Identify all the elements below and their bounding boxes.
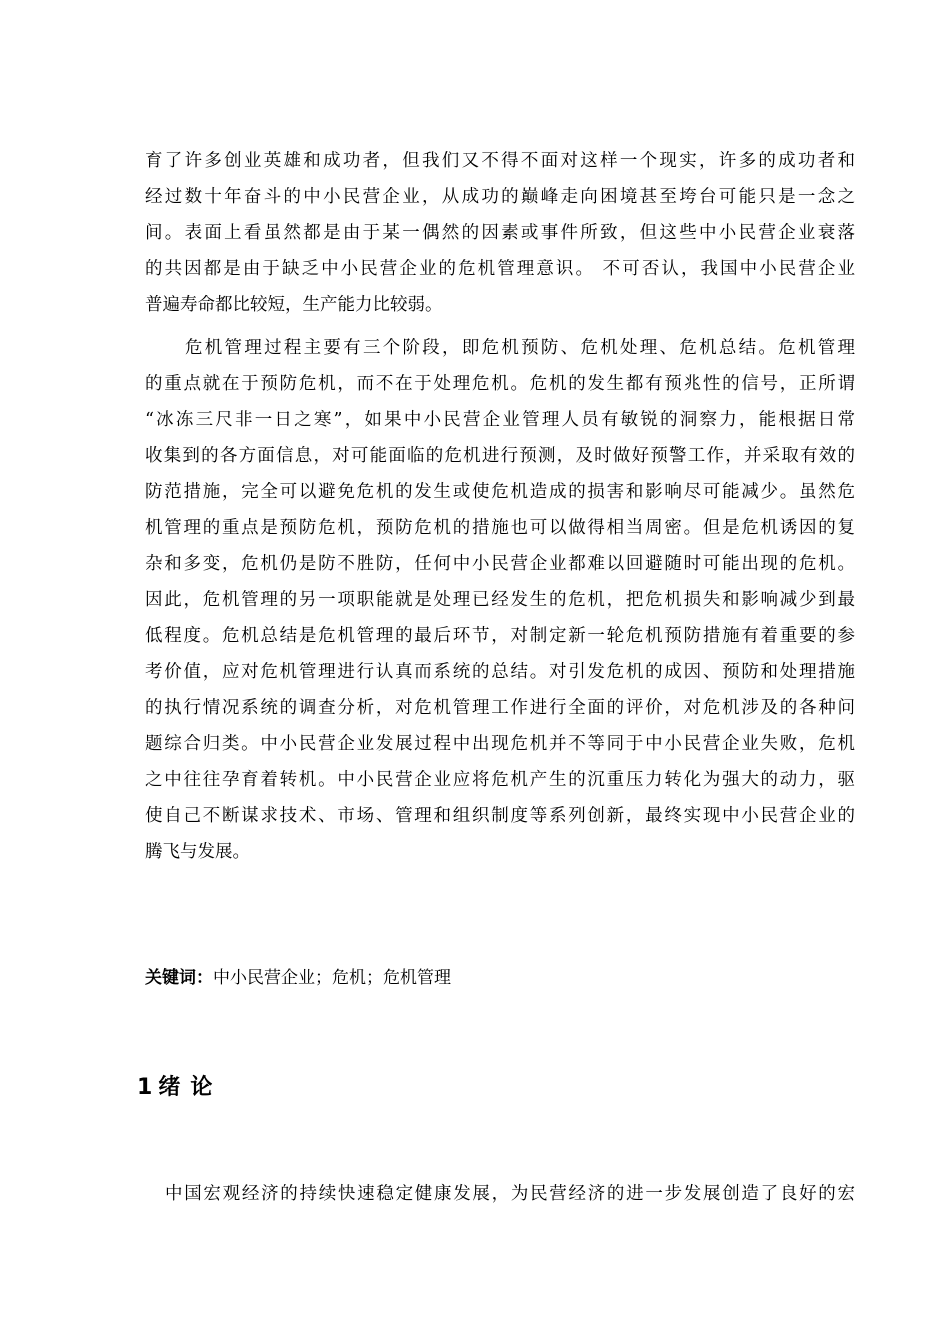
paragraph-line: 题综合归类。中小民营企业发展过程中出现危机并不等同于中小民营企业失败，危机: [145, 734, 855, 754]
paragraph-line: 危机管理过程主要有三个阶段，即危机预防、危机处理、危机总结。危机管理: [185, 338, 855, 358]
paragraph-line: 之中往往孕育着转机。中小民营企业应将危机产生的沉重压力转化为强大的动力，驱: [145, 770, 855, 790]
paragraph-line: 使自己不断谋求技术、市场、管理和组织制度等系列创新，最终实现中小民营企业的: [145, 806, 855, 826]
paragraph-line: 间。表面上看虽然都是由于某一偶然的因素或事件所致，但这些中小民营企业衰落: [145, 223, 855, 243]
paragraph-line: 的执行情况系统的调查分析，对危机管理工作进行全面的评价，对危机涉及的各种问: [145, 698, 855, 718]
paragraph-line: “冰冻三尺非一日之寒”，如果中小民营企业管理人员有敏锐的洞察力，能根据日常: [145, 410, 855, 430]
keywords-value: 中小民营企业；危机；危机管理: [213, 968, 451, 988]
paragraph-line: 育了许多创业英雄和成功者，但我们又不得不面对这样一个现实，许多的成功者和: [145, 151, 855, 171]
paragraph-line: 考价值，应对危机管理进行认真而系统的总结。对引发危机的成因、预防和处理措施: [145, 662, 855, 682]
paragraph-line: 机管理的重点是预防危机，预防危机的措施也可以做得相当周密。但是危机诱因的复: [145, 518, 855, 538]
paragraph-line: 的共因都是由于缺乏中小民营企业的危机管理意识。 不可否认，我国中小民营企业: [145, 259, 855, 279]
paragraph-line: 杂和多变，危机仍是防不胜防，任何中小民营企业都难以回避随时可能出现的危机。: [145, 554, 855, 574]
paragraph-line: 因此，危机管理的另一项职能就是处理已经发生的危机，把危机损失和影响减少到最: [145, 590, 855, 610]
section-title-part2: 论: [190, 1075, 213, 1100]
section-number: 1: [137, 1075, 153, 1100]
paragraph-line: 收集到的各方面信息，对可能面临的危机进行预测，及时做好预警工作，并采取有效的: [145, 446, 855, 466]
intro-paragraph-line: 中国宏观经济的持续快速稳定健康发展，为民营经济的进一步发展创造了良好的宏: [165, 1184, 855, 1204]
section-heading: [137, 1070, 212, 1106]
paragraph-line: 腾飞与发展。: [145, 842, 250, 862]
paragraph-line: 防范措施，完全可以避免危机的发生或使危机造成的损害和影响尽可能减少。虽然危: [145, 482, 855, 502]
paragraph-line: 经过数十年奋斗的中小民营企业，从成功的巅峰走向困境甚至垮台可能只是一念之: [145, 187, 855, 207]
paragraph-line: 低程度。危机总结是危机管理的最后环节，对制定新一轮危机预防措施有着重要的参: [145, 626, 855, 646]
paragraph-line: 普遍寿命都比较短，生产能力比较弱。: [145, 295, 443, 315]
keywords-line: [145, 963, 451, 993]
keywords-label: 关键词：: [145, 968, 213, 988]
paragraph-line: 的重点就在于预防危机，而不在于处理危机。危机的发生都有预兆性的信号，正所谓: [145, 374, 855, 394]
section-title-part1: 绪: [158, 1075, 181, 1100]
